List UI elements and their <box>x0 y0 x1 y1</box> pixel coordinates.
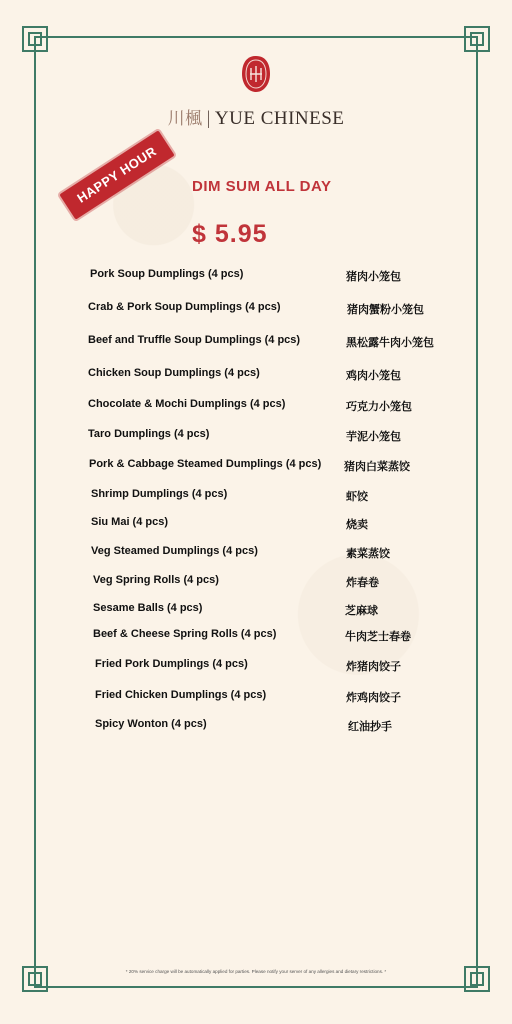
footer-note: * 20% service charge will be automatically applied for parties. Please notify your server of any allergies and dietary restrictions. * <box>125 969 387 974</box>
price-label: $ 5.95 <box>192 220 268 248</box>
menu-item-chinese-name: 虾饺 <box>346 491 368 503</box>
menu-item <box>0 334 512 354</box>
menu-item <box>0 488 512 508</box>
menu-item <box>0 658 512 678</box>
menu-item-name: Veg Steamed Dumplings (4 pcs) <box>91 545 258 557</box>
menu-item <box>0 301 512 321</box>
menu-item <box>0 602 512 622</box>
menu-item-chinese-name: 鸡肉小笼包 <box>346 370 401 382</box>
restaurant-name <box>0 104 512 130</box>
menu-item <box>0 545 512 565</box>
menu-item-chinese-name: 炸春卷 <box>346 577 379 589</box>
menu-item-name: Sesame Balls (4 pcs) <box>93 602 203 614</box>
menu-item <box>0 268 512 288</box>
menu-item <box>0 367 512 387</box>
menu-item-name: Veg Spring Rolls (4 pcs) <box>93 574 219 586</box>
menu-item-chinese-name: 猪肉蟹粉小笼包 <box>347 304 424 316</box>
menu-item-chinese-name: 炸猪肉饺子 <box>346 661 401 673</box>
restaurant-name-chinese: 川楓 <box>167 109 203 128</box>
menu-item-name: Chocolate & Mochi Dumplings (4 pcs) <box>88 398 286 410</box>
menu-item-name: Chicken Soup Dumplings (4 pcs) <box>88 367 260 379</box>
menu-item-name: Pork & Cabbage Steamed Dumplings (4 pcs) <box>89 458 322 470</box>
menu-item <box>0 628 512 648</box>
menu-item <box>0 574 512 594</box>
menu-item <box>0 428 512 448</box>
menu-item <box>0 458 512 478</box>
menu-item-chinese-name: 红油抄手 <box>348 721 392 733</box>
menu-item-name: Shrimp Dumplings (4 pcs) <box>91 488 228 500</box>
menu-item-chinese-name: 烧卖 <box>346 519 368 531</box>
menu-item <box>0 718 512 738</box>
menu-item-name: Taro Dumplings (4 pcs) <box>88 428 210 440</box>
menu-item-name: Beef & Cheese Spring Rolls (4 pcs) <box>93 628 277 640</box>
menu-item-chinese-name: 芝麻球 <box>345 605 378 617</box>
corner-ornament-icon <box>22 26 48 52</box>
menu-item-chinese-name: 黑松露牛肉小笼包 <box>346 337 434 349</box>
menu-item-name: Pork Soup Dumplings (4 pcs) <box>90 268 244 280</box>
menu-item-name: Fried Pork Dumplings (4 pcs) <box>95 658 248 670</box>
section-title: DIM SUM ALL DAY <box>192 178 332 195</box>
menu-item <box>0 516 512 536</box>
menu-item-chinese-name: 炸鸡肉饺子 <box>346 692 401 704</box>
restaurant-logo-icon <box>240 54 272 94</box>
menu-item-chinese-name: 猪肉小笼包 <box>346 271 401 283</box>
menu-item-name: Beef and Truffle Soup Dumplings (4 pcs) <box>88 334 301 346</box>
restaurant-name-english: YUE CHINESE <box>214 108 345 129</box>
menu-item-chinese-name: 牛肉芝士春卷 <box>345 631 411 643</box>
menu-item-name: Spicy Wonton (4 pcs) <box>95 718 207 730</box>
menu-item <box>0 689 512 709</box>
menu-item-chinese-name: 芋泥小笼包 <box>346 431 401 443</box>
menu-item <box>0 398 512 418</box>
menu-item-name: Fried Chicken Dumplings (4 pcs) <box>95 689 267 701</box>
menu-item-name: Crab & Pork Soup Dumplings (4 pcs) <box>88 301 281 313</box>
corner-ornament-icon <box>464 26 490 52</box>
happy-hour-label: HAPPY HOUR <box>74 143 160 206</box>
menu-item-chinese-name: 素菜蒸饺 <box>346 548 390 560</box>
restaurant-name-separator: | <box>206 108 211 129</box>
menu-item-chinese-name: 巧克力小笼包 <box>346 401 412 413</box>
menu-item-name: Siu Mai (4 pcs) <box>91 516 169 528</box>
menu-item-chinese-name: 猪肉白菜蒸饺 <box>344 461 410 473</box>
